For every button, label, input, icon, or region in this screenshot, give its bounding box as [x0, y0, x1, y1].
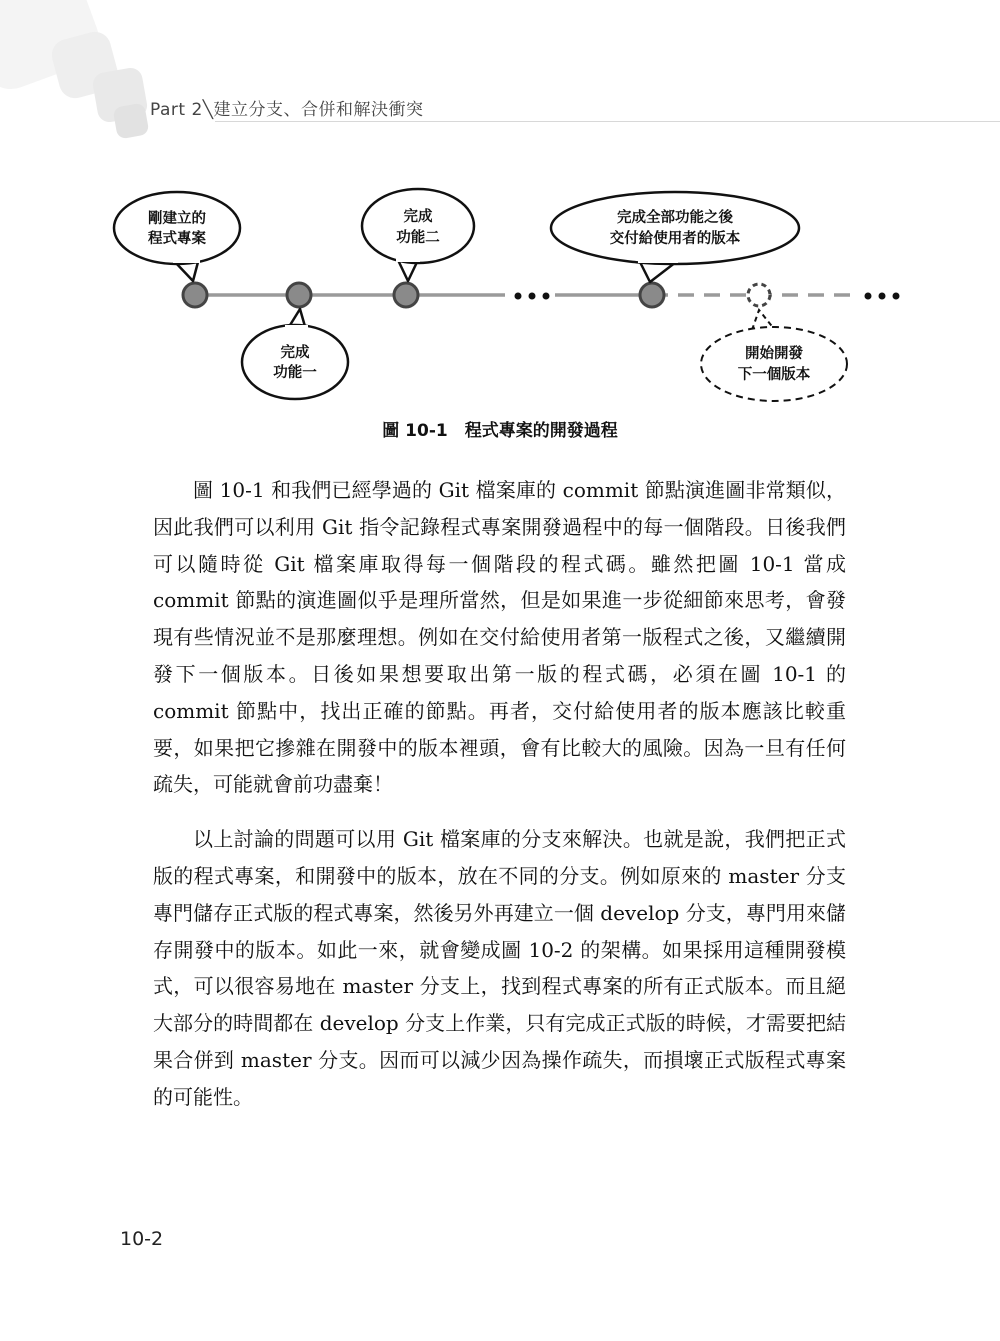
body-text — [153, 472, 846, 1134]
page-number: 10-2 — [120, 1228, 164, 1250]
bubble-feature-two-line2: 功能二 — [396, 230, 440, 246]
commit-node-release — [640, 283, 664, 307]
ellipsis-dots-end — [865, 293, 900, 300]
bubble-release-line2: 交付給使用者的版本 — [609, 231, 741, 247]
commit-node-initial — [183, 283, 207, 307]
bubble-next-line1: 開始開發 — [745, 346, 803, 362]
bubble-release-line1: 完成全部功能之後 — [617, 210, 733, 226]
bubble-feature-two-line1: 完成 — [403, 209, 433, 225]
commit-node-feature-one — [287, 283, 311, 307]
corner-decoration — [0, 0, 200, 150]
bubble-initial-line1: 剛建立的 — [148, 211, 206, 227]
bubble-release-version — [551, 192, 799, 282]
paragraph-2: 以上討論的問題可以用 Git 檔案庫的分支來解決。也就是說，我們把正式版的程式專案，和開發中的版本，放在不同的分支。例如原來的 master 分支專門儲存正式版的程式專案，然後另外再建立一個 develop 分支，專門用來儲存開發中的版本。如此一來，就會變成圖 10-2 的架構。如果採用這種開發模式，可以很容易地在 master 分支上，找到程式專案的所有正式版本。而且絕大部分的時間都在 develop 分支上作業，只有完成正式版的時候，才需要把結果合併到 master 分支。因而可以減少因為操作疏失，而損壞正式版程式專案的可能性。 — [153, 827, 846, 1109]
commit-node-next — [748, 284, 770, 306]
header-divider — [215, 121, 1000, 122]
bubble-feature-two — [362, 189, 474, 281]
figure-caption: 圖 10-1 程式專案的開發過程 — [382, 421, 618, 441]
commit-node-feature-two — [394, 283, 418, 307]
bubble-feature-one-line1: 完成 — [280, 345, 310, 361]
bubble-feature-one-line2: 功能一 — [273, 365, 317, 381]
development-process-diagram — [0, 175, 1000, 415]
running-header: Part 2╲建立分支、合併和解決衝突 — [150, 100, 424, 120]
paragraph-1: 圖 10-1 和我們已經學過的 Git 檔案庫的 commit 節點演進圖非常類似，因此我們可以利用 Git 指令記錄程式專案開發過程中的每一個階段。日後我們可以隨時從 Git 檔案庫取得每一個階段的程式碼。雖然把圖 10-1 當成 commit 節點的演進圖似乎是理所當然，但是如果進一步從細節來思考，會發現有些情況並不是那麼理想。例如在交付給使用者第一版程式之後，又繼續開發下一個版本。日後如果想要取出第一版的程式碼，必須在圖 10-1 的 commit 節點中，找出正確的節點。再者，交付給使用者的版本應該比較重要，如果把它摻雜在開發中的版本裡頭，會有比較大的風險。因為一旦有任何疏失，可能就會前功盡棄！ — [153, 478, 846, 797]
bubble-initial-line2: 程式專案 — [148, 231, 206, 247]
bubble-next-line2: 下一個版本 — [737, 367, 811, 383]
bubble-feature-one — [242, 309, 348, 399]
ellipsis-dots-middle — [515, 293, 550, 300]
bubble-initial-project — [114, 192, 240, 281]
bubble-next-version — [701, 310, 847, 401]
